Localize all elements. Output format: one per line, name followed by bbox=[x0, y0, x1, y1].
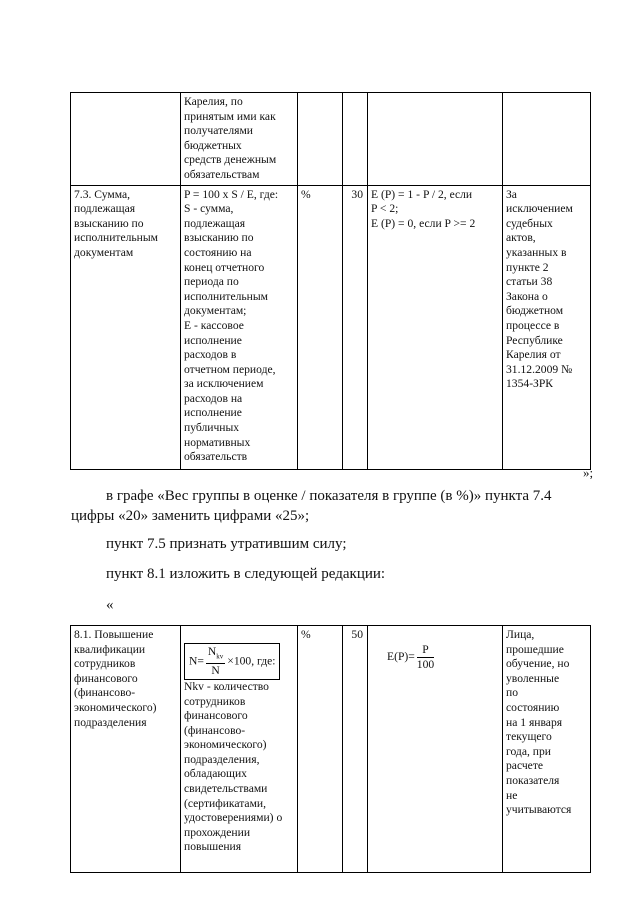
open-quote: « bbox=[106, 597, 114, 613]
paragraph-1-line-2: цифры «20» заменить цифрами «25»; bbox=[71, 508, 310, 524]
table-row bbox=[71, 93, 591, 186]
table-cell: Карелия, по принятым ими как получателями бюджетных средств денежным обязательствам bbox=[181, 93, 298, 186]
table-criteria-7 bbox=[70, 92, 591, 470]
table-criteria-8 bbox=[70, 625, 591, 873]
table-cell bbox=[71, 93, 181, 186]
unit: % bbox=[298, 626, 343, 873]
paragraph-1-line-1: в графе «Вес группы в оценке / показателя в группе (в %)» пункта 7.4 bbox=[106, 488, 552, 504]
table-cell bbox=[343, 93, 368, 186]
formula-n: N= $\frac{N_{kv}}{N}$ ×100, где: bbox=[184, 643, 280, 680]
comment: Лица, прошедшие обучение, но уволенные по состоянию на 1 января текущего года, при расчете показателя не учитываются bbox=[503, 626, 591, 873]
close-quote: »; bbox=[583, 465, 594, 480]
evaluation-formula: E(P)= $\frac{P}{100}$ bbox=[368, 626, 503, 873]
table-cell bbox=[503, 93, 591, 186]
paragraph-2: пункт 7.5 признать утратившим силу; bbox=[106, 536, 347, 552]
formula-explanation: Nkv - количество сотрудников финансового (финансово- экономического) подразделения, обладающих свидетельствами (сертификатами, удостоверениями) о прохождении повышения bbox=[184, 679, 283, 854]
paragraph-3: пункт 8.1 изложить в следующей редакции: bbox=[106, 566, 386, 582]
comment: За исключением судебных актов, указанных в пункте 2 статьи 38 Закона о бюджетном процессе в Республике Карелия от 31.12.2009 № 1354-ЗРК bbox=[503, 185, 591, 469]
weight: 50 bbox=[343, 626, 368, 873]
table-cell bbox=[368, 93, 503, 186]
formula-description bbox=[181, 626, 298, 873]
criterion-name: 8.1. Повышение квалификации сотрудников финансового (финансово- экономического) подразделения bbox=[71, 626, 181, 873]
table-cell bbox=[298, 93, 343, 186]
criterion-name: 7.3. Сумма, подлежащая взысканию по исполнительным документам bbox=[71, 185, 181, 469]
table-row bbox=[71, 626, 591, 873]
weight: 30 bbox=[343, 185, 368, 469]
table-row bbox=[71, 185, 591, 469]
formula-description: P = 100 x S / E, где: S - сумма, подлежащая взысканию по состоянию на конец отчетного периода по исполнительным документам; E - кассовое исполнение расходов в отчетном периоде, за исключением расходов на исполнение публичных нормативных обязательств bbox=[181, 185, 298, 469]
unit: % bbox=[298, 185, 343, 469]
evaluation-formula: E (P) = 1 - P / 2, если P < 2; E (P) = 0, если P >= 2 bbox=[368, 185, 503, 469]
